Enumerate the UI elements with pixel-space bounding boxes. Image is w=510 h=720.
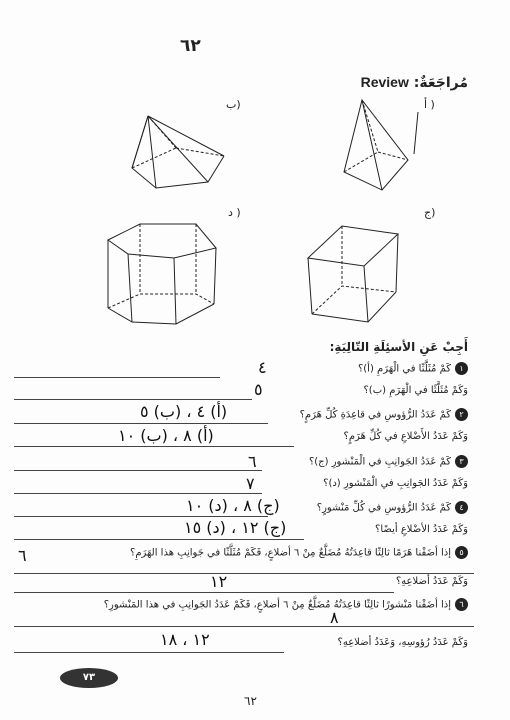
q2-line2: وَكَمْ عَدَدُ الأَضْلاعِ في كُلِّ هَرَمٍ؟ bbox=[343, 431, 468, 442]
q3-answer-line1 bbox=[14, 470, 262, 471]
page-number-top: ٦٢ bbox=[180, 36, 201, 56]
label-d: د ) bbox=[228, 206, 241, 219]
q1-text1: كَمْ مُثَلَّثًا في الْهَرَمِ (أ)؟ bbox=[357, 363, 451, 375]
review-title-ar: مُراجَعَةٌ: bbox=[413, 75, 468, 91]
prism-d-figure bbox=[100, 214, 230, 334]
q5-text1: إذا أضَفْنا هَرَمًا ثالِثًا قاعِدَتُهُ مُضَلَّعٌ مِنْ ٦ أضلاعٍ، فَكَمْ مُثَلَّثًا في جَوانِبِ هذا الهَرَمِ؟ bbox=[130, 547, 451, 559]
q1-answer-line1 bbox=[14, 377, 220, 378]
q2-number: ٢ bbox=[455, 408, 468, 421]
q5-line2: وَكَمْ عَدَدُ أضلاعِهِ؟ bbox=[395, 576, 468, 587]
q4-answer-line2 bbox=[14, 539, 304, 540]
q6-answer-line1 bbox=[14, 626, 474, 627]
prism-c-figure bbox=[302, 218, 412, 328]
q6-answer1: ٨ bbox=[330, 608, 339, 627]
label-a: أ ) bbox=[424, 98, 435, 111]
q6-text1: إذا أضَفْنا مَنْشورًا ثالِثًا قاعِدَتُهُ مُضَلَّعٌ مِنْ ٦ أضلاعٍ، فَكَمْ عَدَدُ الجَوانِبِ في هذا المَنْشورِ؟ bbox=[103, 599, 451, 611]
q5-answer-line1 bbox=[14, 573, 474, 574]
q3-number: ٣ bbox=[455, 455, 468, 468]
q2-answer1: (أ) ٤ ، (ب) ٥ bbox=[140, 402, 228, 421]
q1-line1 bbox=[358, 362, 468, 375]
q4-line1 bbox=[317, 501, 468, 514]
label-c: ج) bbox=[424, 206, 436, 219]
q3-line1 bbox=[309, 455, 468, 468]
q1-number: ١ bbox=[455, 362, 468, 375]
q2-answer2: (أ) ٨ ، (ب) ١٠ bbox=[118, 426, 214, 445]
q5-answer-line2 bbox=[14, 592, 394, 593]
q5-number: ٥ bbox=[455, 546, 468, 559]
pyramid-b-figure bbox=[126, 86, 236, 196]
q2-answer-line2 bbox=[14, 446, 294, 447]
q1-answer-line2 bbox=[14, 399, 252, 400]
q6-line1 bbox=[104, 598, 468, 611]
q3-text1: كَمْ عَدَدُ الجَوانِبِ في الْمَنْشورِ (ج)؟ bbox=[308, 456, 451, 468]
q6-answer-line2 bbox=[14, 652, 284, 653]
q5-answer2: ١٢ bbox=[210, 572, 228, 591]
q4-number: ٤ bbox=[455, 501, 468, 514]
label-b: ب) bbox=[226, 98, 241, 111]
q4-text1: كَمْ عَدَدُ الرُّؤوسِ في كُلِّ مَنْشورٍ؟ bbox=[316, 502, 451, 514]
q3-answer1: ٦ bbox=[248, 452, 257, 471]
q2-line1 bbox=[300, 408, 468, 421]
page-number-bottom: ٦٢ bbox=[244, 694, 257, 708]
q4-line2: وَكَمْ عَدَدُ الأضْلاعِ أيضًا؟ bbox=[375, 524, 468, 535]
q1-answer2: ٥ bbox=[254, 380, 263, 399]
q3-answer2: ٧ bbox=[246, 474, 255, 493]
instructions: أَجِبْ عَنِ الأسئِلَةِ التّالِيَةِ: bbox=[329, 340, 468, 354]
q3-line2: وَكَمْ عَدَدُ الجَوانِبِ في الْمَنْشورِ (د)؟ bbox=[323, 478, 468, 489]
page-badge: ٧٣ bbox=[60, 668, 118, 688]
q6-answer2: ١٢ ، ١٨ bbox=[160, 630, 210, 649]
section-title bbox=[361, 74, 468, 91]
review-title-en: Review bbox=[360, 74, 409, 90]
q4-answer1: (ج) ٨ ، (د) ١٠ bbox=[186, 496, 280, 515]
q4-answer2: (ج) ١٢ ، (د) ١٥ bbox=[184, 518, 287, 537]
q5-line1 bbox=[130, 546, 468, 559]
q5-answer1: ٦ bbox=[18, 546, 27, 565]
q2-answer-line1 bbox=[14, 423, 268, 424]
q6-number: ٦ bbox=[455, 598, 468, 611]
q4-answer-line1 bbox=[14, 516, 268, 517]
q1-answer1: ٤ bbox=[258, 358, 267, 377]
q2-text1: كَمْ عَدَدُ الرُّؤوسِ في قاعِدَةِ كُلِّ هَرَمٍ؟ bbox=[299, 409, 451, 421]
pyramid-a-figure bbox=[338, 90, 428, 200]
q6-line2: وَكَمْ عَدَدُ رُؤوسِهِ، وَعَدَدُ أضلاعِهِ؟ bbox=[337, 637, 468, 648]
q1-line2: وَكَمْ مُثَلَّثًا في الْهَرَمِ (ب)؟ bbox=[363, 385, 468, 396]
q3-answer-line2 bbox=[14, 493, 262, 494]
